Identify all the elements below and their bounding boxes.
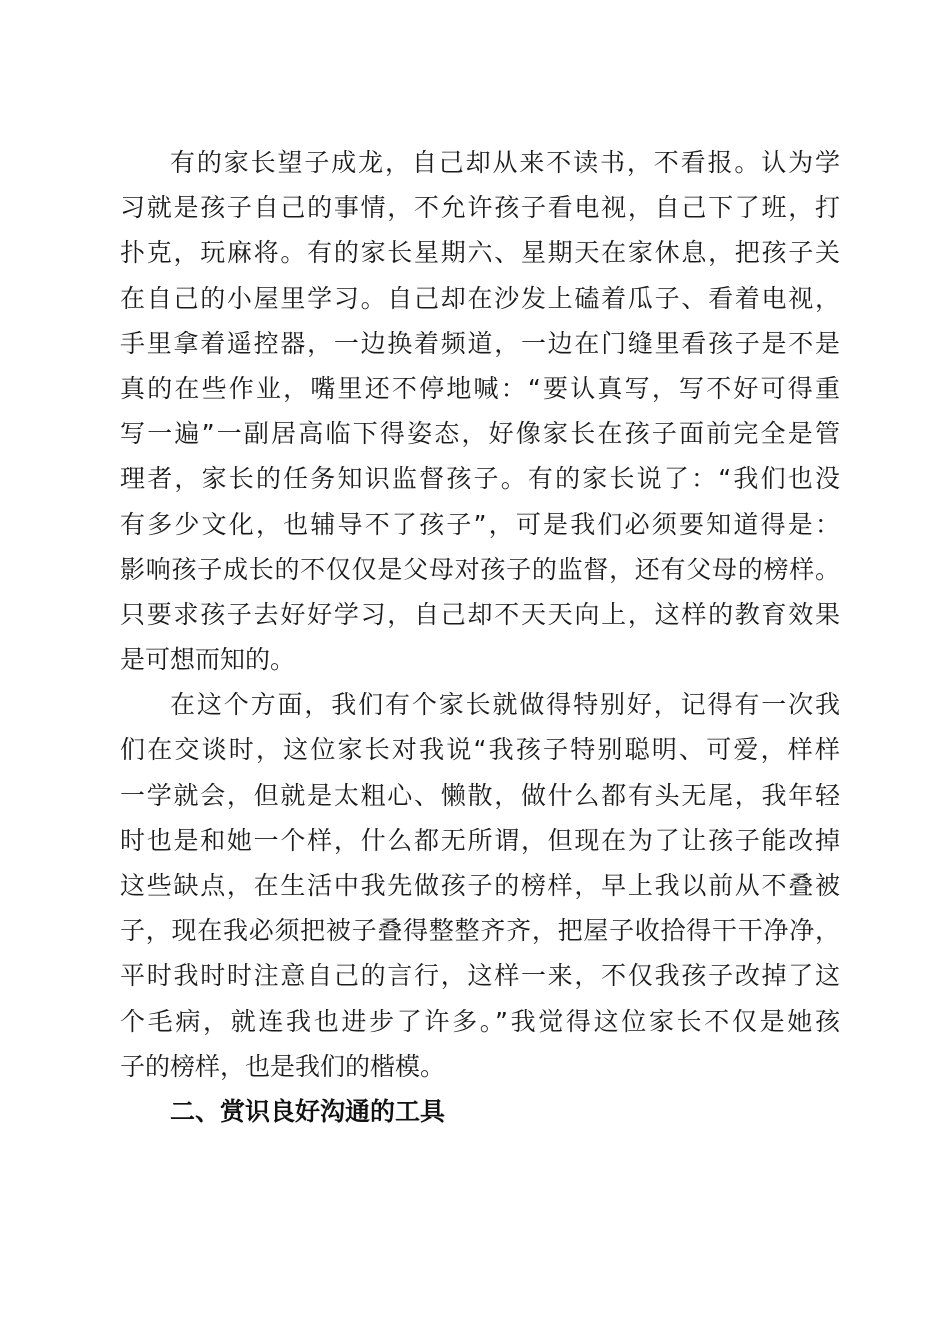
document-body	[120, 140, 840, 1134]
text-line: 写一遍”一副居高临下得姿态，好像家长在孩子面前完全是管	[120, 419, 840, 449]
text-line: 扑克，玩麻将。有的家长星期六、星期天在家休息，把孩子关	[120, 238, 840, 268]
text-line: 在这个方面，我们有个家长就做得特别好，记得有一次我	[170, 690, 840, 720]
text-line: 有的家长望子成龙，自己却从来不读书，不看报。认为学	[170, 148, 840, 177]
text-line: 习就是孩子自己的事情，不允许孩子看电视，自己下了班，打	[120, 193, 840, 223]
text-line: 子的榜样，也是我们的楷模。	[120, 1051, 446, 1081]
text-line: 一学就会，但就是太粗心、懒散，做什么都有头无尾，我年轻	[120, 780, 840, 810]
section-heading: 二、赏识良好沟通的工具	[170, 1096, 446, 1126]
text-line: 们在交谈时，这位家长对我说“我孩子特别聪明、可爱，样样	[120, 735, 840, 765]
text-line: 在自己的小屋里学习。自己却在沙发上磕着瓜子、看着电视，	[120, 283, 840, 313]
text-line: 平时我时时注意自己的言行，这样一来，不仅我孩子改掉了这	[120, 961, 840, 991]
text-line: 有多少文化，也辅导不了孩子”，可是我们必须要知道得是：	[120, 509, 840, 539]
text-line: 只要求孩子去好好学习，自己却不天天向上，这样的教育效果	[120, 599, 840, 629]
text-line: 个毛病，就连我也进步了许多。”我觉得这位家长不仅是她孩	[120, 1006, 840, 1036]
text-line: 手里拿着遥控器，一边换着频道，一边在门缝里看孩子是不是	[120, 328, 840, 358]
text-line: 时也是和她一个样，什么都无所谓，但现在为了让孩子能改掉	[120, 825, 840, 855]
text-line: 是可想而知的。	[120, 645, 296, 675]
text-line: 真的在些作业，嘴里还不停地喊：“要认真写，写不好可得重	[120, 373, 840, 403]
text-line: 子，现在我必须把被子叠得整整齐齐，把屋子收拾得干干净净，	[120, 916, 840, 946]
paragraph-1	[120, 140, 840, 682]
text-line: 这些缺点，在生活中我先做孩子的榜样，早上我以前从不叠被	[120, 871, 840, 900]
text-line: 影响孩子成长的不仅仅是父母对孩子的监督，还有父母的榜样。	[120, 554, 840, 584]
text-line: 理者，家长的任务知识监督孩子。有的家长说了：“我们也没	[120, 464, 840, 494]
paragraph-2	[120, 682, 840, 1089]
